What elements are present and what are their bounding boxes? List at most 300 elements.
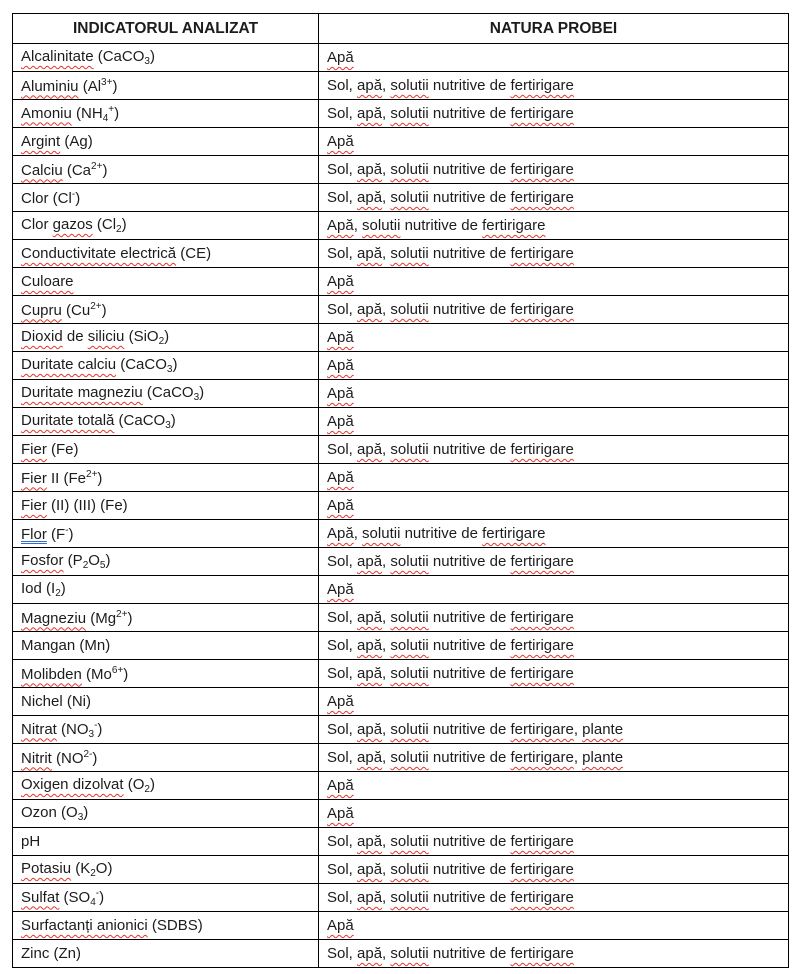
misspelled-word: fertirigare xyxy=(510,105,574,122)
natura-cell[interactable] xyxy=(319,352,789,380)
natura-cell[interactable] xyxy=(319,268,789,296)
text-segment: (Al xyxy=(78,77,102,95)
text-segment: , xyxy=(382,301,391,318)
misspelled-word: Cupru xyxy=(21,301,62,319)
text-segment: (Fe) xyxy=(46,441,79,458)
text-segment: Sol, xyxy=(327,749,358,766)
natura-cell[interactable] xyxy=(319,408,789,436)
natura-cell[interactable] xyxy=(319,72,789,100)
text-segment: ) xyxy=(114,104,120,122)
table-row xyxy=(13,576,789,604)
natura-cell[interactable] xyxy=(319,548,789,576)
table-row xyxy=(13,800,789,828)
text-segment: Sol, xyxy=(327,609,358,626)
misspelled-word: apă xyxy=(357,77,383,94)
natura-cell[interactable] xyxy=(319,380,789,408)
misspelled-word: fertirigare xyxy=(510,721,574,738)
misspelled-word: Apă xyxy=(327,413,354,430)
text-segment: Sol, xyxy=(327,665,358,682)
table-row xyxy=(13,660,789,688)
superscript: 2- xyxy=(83,748,93,760)
misspelled-word: apă xyxy=(357,945,383,962)
natura-cell[interactable] xyxy=(319,100,789,128)
natura-cell[interactable] xyxy=(319,576,789,604)
text-segment: , xyxy=(382,553,391,570)
text-segment: (Ag) xyxy=(60,133,93,150)
text-segment: II (Fe xyxy=(46,469,87,487)
text-segment: ) xyxy=(170,412,176,429)
misspelled-word: apă xyxy=(357,553,383,570)
table-row xyxy=(13,828,789,856)
misspelled-word: solutii xyxy=(390,609,429,626)
table-row xyxy=(13,268,789,296)
table-row xyxy=(13,912,789,940)
indicator-cell[interactable] xyxy=(13,128,319,156)
text-segment: Sol, xyxy=(327,245,358,262)
text-segment: nutritive de xyxy=(428,889,511,906)
misspelled-word: Alcalinitate xyxy=(21,48,94,65)
misspelled-word: apă xyxy=(357,161,383,178)
indicator-cell[interactable] xyxy=(13,436,319,464)
indicator-cell[interactable] xyxy=(13,352,319,380)
misspelled-word: solutii xyxy=(390,189,429,206)
misspelled-word: Dioxid xyxy=(21,328,63,345)
subscript: 3 xyxy=(166,364,173,375)
text-segment: Zinc (Zn) xyxy=(21,945,81,962)
misspelled-word: fertirigare xyxy=(510,665,574,682)
misspelled-word: solutii xyxy=(362,525,401,542)
table-row xyxy=(13,380,789,408)
text-segment: nutritive de xyxy=(428,553,511,570)
misspelled-word: apă xyxy=(357,245,383,262)
misspelled-word: fertirigare xyxy=(510,301,574,318)
text-segment: nutritive de xyxy=(428,861,511,878)
superscript: - xyxy=(65,524,69,536)
table-row xyxy=(13,296,789,324)
table-row xyxy=(13,688,789,716)
table-row xyxy=(13,72,789,100)
text-segment: Sol, xyxy=(327,441,358,458)
natura-cell[interactable] xyxy=(319,296,789,324)
text-segment: , xyxy=(382,441,391,458)
text-segment: Sol, xyxy=(327,637,358,654)
text-segment: nutritive de xyxy=(428,945,511,962)
indicator-cell[interactable] xyxy=(13,240,319,268)
superscript: 2+ xyxy=(90,300,102,312)
indicator-cell[interactable] xyxy=(13,800,319,828)
text-segment: ) xyxy=(97,469,103,487)
text-segment: Iod (I xyxy=(21,580,56,597)
text-segment: ) xyxy=(149,48,155,65)
text-segment: nutritive de xyxy=(400,525,483,542)
indicator-cell[interactable] xyxy=(13,44,319,72)
misspelled-word: solutii xyxy=(390,721,429,738)
text-segment: de xyxy=(62,328,88,345)
table-row xyxy=(13,324,789,352)
text-segment: , xyxy=(382,105,391,122)
text-segment: nutritive de xyxy=(428,441,511,458)
text-segment: , xyxy=(382,721,391,738)
text-segment: ) xyxy=(164,328,170,345)
indicator-cell[interactable] xyxy=(13,520,319,548)
misspelled-word: Apă xyxy=(327,329,354,346)
text-segment: Sol, xyxy=(327,301,358,318)
misspelled-word: apă xyxy=(357,105,383,122)
misspelled-word: Culoare xyxy=(21,273,74,290)
text-segment: (NH xyxy=(71,104,103,122)
misspelled-word: solutii xyxy=(390,889,429,906)
indicator-cell[interactable] xyxy=(13,464,319,492)
col-header-natura[interactable]: NATURA PROBEI xyxy=(319,14,789,44)
misspelled-word: apă xyxy=(357,889,383,906)
table-row xyxy=(13,492,789,520)
natura-cell[interactable] xyxy=(319,492,789,520)
natura-cell[interactable] xyxy=(319,212,789,240)
text-segment: , xyxy=(573,749,583,766)
subscript: 3 xyxy=(88,728,95,740)
misspelled-word: gazos xyxy=(52,216,93,233)
text-segment: (Mg xyxy=(86,609,117,627)
indicator-cell[interactable] xyxy=(13,576,319,604)
text-segment: , xyxy=(353,217,363,234)
table-row xyxy=(13,100,789,128)
natura-cell[interactable] xyxy=(319,156,789,184)
text-segment: , xyxy=(382,861,391,878)
table-row xyxy=(13,604,789,632)
indicator-cell[interactable] xyxy=(13,156,319,184)
indicator-cell[interactable] xyxy=(13,100,319,128)
misspelled-word: Nitrat xyxy=(21,720,57,738)
misspelled-word: solutii xyxy=(390,749,429,766)
text-segment: ) xyxy=(102,161,108,179)
natura-cell[interactable] xyxy=(319,856,789,884)
text-segment: Ozon (O xyxy=(21,804,78,821)
text-segment: O xyxy=(88,552,100,569)
indicator-cell[interactable] xyxy=(13,184,319,212)
misspelled-word: Apă xyxy=(327,273,354,290)
subscript: 5 xyxy=(99,560,106,571)
indicator-cell[interactable] xyxy=(13,492,319,520)
text-segment: Sol, xyxy=(327,721,358,738)
text-segment: ) xyxy=(121,216,127,233)
misspelled-word: apă xyxy=(357,301,383,318)
natura-cell[interactable] xyxy=(319,436,789,464)
misspelled-word: Fier xyxy=(21,441,47,458)
text-segment: (NO xyxy=(56,720,89,738)
natura-cell[interactable] xyxy=(319,828,789,856)
text-segment: ) xyxy=(172,356,178,373)
misspelled-word: Conductivitate electrică xyxy=(21,245,177,262)
text-segment: Sol, xyxy=(327,861,358,878)
misspelled-word: solutii xyxy=(390,301,429,318)
grammar-flagged-word: Flor xyxy=(21,525,47,543)
misspelled-word: Apă xyxy=(327,917,354,934)
natura-cell[interactable] xyxy=(319,940,789,968)
misspelled-word: Apă xyxy=(327,49,354,66)
indicator-cell[interactable] xyxy=(13,604,319,632)
superscript: 6+ xyxy=(111,664,124,676)
table-row xyxy=(13,716,789,744)
natura-cell[interactable] xyxy=(319,520,789,548)
text-segment: Sol, xyxy=(327,161,358,178)
table-row xyxy=(13,184,789,212)
misspelled-word: apă xyxy=(357,833,383,850)
misspelled-word: Apă xyxy=(327,525,354,542)
misspelled-word: Apă xyxy=(327,777,354,794)
text-segment: nutritive de xyxy=(428,665,511,682)
misspelled-word: Fier xyxy=(21,497,47,514)
table-row xyxy=(13,548,789,576)
natura-cell[interactable] xyxy=(319,660,789,688)
text-segment: nutritive de xyxy=(428,833,511,850)
misspelled-word: solutii xyxy=(390,77,429,94)
superscript: 2+ xyxy=(86,468,98,480)
table-row xyxy=(13,352,789,380)
text-segment: (SiO xyxy=(124,328,159,345)
indicator-cell[interactable] xyxy=(13,268,319,296)
text-segment: Sol, xyxy=(327,889,358,906)
superscript: 3+ xyxy=(101,76,113,88)
misspelled-word: fertirigare xyxy=(510,161,574,178)
text-segment: , xyxy=(382,665,391,682)
misspelled-word: siliciu xyxy=(87,328,125,345)
text-segment: (CaCO xyxy=(93,48,145,65)
natura-cell[interactable] xyxy=(319,688,789,716)
natura-cell[interactable] xyxy=(319,324,789,352)
subscript: 2 xyxy=(116,224,122,235)
text-segment: ) xyxy=(75,189,81,207)
text-segment: (O xyxy=(123,776,145,793)
text-segment: ) xyxy=(68,525,74,543)
indicator-cell[interactable] xyxy=(13,912,319,940)
superscript: 2+ xyxy=(91,160,103,172)
text-segment: (K xyxy=(71,860,91,877)
misspelled-word: apă xyxy=(357,441,383,458)
text-segment: nutritive de xyxy=(428,637,511,654)
misspelled-word: Apă xyxy=(327,497,354,514)
natura-cell[interactable] xyxy=(319,184,789,212)
misspelled-word: fertirigare xyxy=(510,77,574,94)
text-segment: nutritive de xyxy=(428,105,511,122)
text-segment: nutritive de xyxy=(428,245,511,262)
text-segment: Sol, xyxy=(327,189,358,206)
text-segment: ) xyxy=(105,552,111,569)
text-segment: ) xyxy=(112,77,118,95)
indicator-cell[interactable] xyxy=(13,632,319,660)
text-segment: Sol, xyxy=(327,553,358,570)
text-segment: ) xyxy=(123,665,129,683)
text-segment: ) xyxy=(83,804,89,821)
misspelled-word: plante xyxy=(582,749,624,766)
text-segment: (CaCO xyxy=(142,384,194,401)
text-segment: Sol, xyxy=(327,945,358,962)
text-segment: (Cu xyxy=(61,301,91,319)
text-segment: , xyxy=(353,525,363,542)
text-segment: ) xyxy=(60,580,66,597)
natura-cell[interactable] xyxy=(319,772,789,800)
misspelled-word: Apă xyxy=(327,357,354,374)
misspelled-word: Fier xyxy=(21,469,47,487)
subscript: 3 xyxy=(77,812,84,823)
table-row xyxy=(13,128,789,156)
misspelled-word: apă xyxy=(357,861,383,878)
indicator-cell[interactable] xyxy=(13,72,319,100)
table-row xyxy=(13,940,789,968)
text-segment: nutritive de xyxy=(428,721,511,738)
misspelled-word: fertirigare xyxy=(510,749,574,766)
col-header-indicator[interactable]: INDICATORUL ANALIZAT xyxy=(13,14,319,44)
table-row xyxy=(13,212,789,240)
natura-cell[interactable] xyxy=(319,44,789,72)
misspelled-word: fertirigare xyxy=(510,553,574,570)
indicator-cell[interactable] xyxy=(13,772,319,800)
misspelled-word: apă xyxy=(357,749,383,766)
text-segment: (SO xyxy=(59,888,91,906)
misspelled-word: Molibden xyxy=(21,665,82,683)
text-segment: ) xyxy=(97,720,103,738)
table-row xyxy=(13,772,789,800)
natura-cell[interactable] xyxy=(319,716,789,744)
natura-cell[interactable] xyxy=(319,744,789,772)
indicator-cell[interactable] xyxy=(13,884,319,912)
text-segment: nutritive de xyxy=(428,609,511,626)
misspelled-word: solutii xyxy=(390,861,429,878)
text-segment: O) xyxy=(95,860,113,877)
text-segment: (CE) xyxy=(176,245,212,262)
misspelled-word: apă xyxy=(357,609,383,626)
text-segment: , xyxy=(382,749,391,766)
misspelled-word: apă xyxy=(357,721,383,738)
misspelled-word: solutii xyxy=(390,665,429,682)
text-segment: Sol, xyxy=(327,105,358,122)
indicator-cell[interactable] xyxy=(13,548,319,576)
misspelled-word: solutii xyxy=(390,637,429,654)
indicator-cell[interactable] xyxy=(13,380,319,408)
misspelled-word: Potasiu xyxy=(21,860,72,877)
natura-cell[interactable] xyxy=(319,464,789,492)
misspelled-word: Duritate magneziu xyxy=(21,384,143,401)
text-segment: (II) (III) (Fe) xyxy=(46,497,128,514)
subscript: 4 xyxy=(90,896,96,908)
indicator-cell[interactable] xyxy=(13,744,319,772)
table-row xyxy=(13,884,789,912)
text-segment: , xyxy=(382,833,391,850)
misspelled-word: Aluminiu xyxy=(21,77,79,95)
text-segment: , xyxy=(382,609,391,626)
text-segment: (F xyxy=(46,525,66,543)
misspelled-word: solutii xyxy=(362,217,401,234)
text-segment: , xyxy=(573,721,583,738)
table-row xyxy=(13,520,789,548)
indicator-cell[interactable] xyxy=(13,296,319,324)
indicator-cell[interactable] xyxy=(13,212,319,240)
text-segment: (CaCO xyxy=(116,356,167,373)
indicator-cell[interactable] xyxy=(13,856,319,884)
misspelled-word: fertirigare xyxy=(482,217,546,234)
table-row xyxy=(13,436,789,464)
misspelled-word: apă xyxy=(357,189,383,206)
misspelled-word: Oxigen dizolvat xyxy=(21,776,124,793)
misspelled-word: fertirigare xyxy=(510,609,574,626)
subscript: 4 xyxy=(102,112,109,124)
table-row xyxy=(13,856,789,884)
misspelled-word: Calciu xyxy=(21,161,63,179)
misspelled-word: Apă xyxy=(327,385,354,402)
text-segment: , xyxy=(382,889,391,906)
indicator-cell[interactable] xyxy=(13,408,319,436)
misspelled-word: Amoniu xyxy=(21,104,72,122)
misspelled-word: solutii xyxy=(390,105,429,122)
indicator-cell[interactable] xyxy=(13,688,319,716)
misspelled-word: fertirigare xyxy=(510,889,574,906)
natura-cell[interactable] xyxy=(319,800,789,828)
misspelled-word: Duritate totală xyxy=(21,412,115,429)
text-segment: Clor (Cl xyxy=(21,189,72,207)
text-segment: Mangan (Mn) xyxy=(21,637,111,654)
text-segment: ) xyxy=(149,776,155,793)
text-segment: Sol, xyxy=(327,833,358,850)
text-segment: nutritive de xyxy=(428,189,511,206)
text-segment: (NO xyxy=(51,749,84,767)
natura-cell[interactable] xyxy=(319,604,789,632)
text-segment: , xyxy=(382,77,391,94)
indicator-cell[interactable] xyxy=(13,940,319,968)
misspelled-word: solutii xyxy=(390,833,429,850)
misspelled-word: apă xyxy=(357,665,383,682)
misspelled-word: solutii xyxy=(390,553,429,570)
text-segment: nutritive de xyxy=(428,77,511,94)
text-segment: Sol, xyxy=(327,77,358,94)
subscript: 2 xyxy=(82,560,89,571)
misspelled-word: apă xyxy=(357,637,383,654)
text-segment: , xyxy=(382,161,391,178)
natura-cell[interactable] xyxy=(319,240,789,268)
natura-cell[interactable] xyxy=(319,632,789,660)
misspelled-word: fertirigare xyxy=(482,525,546,542)
indicator-cell[interactable] xyxy=(13,716,319,744)
natura-cell[interactable] xyxy=(319,128,789,156)
misspelled-word: fertirigare xyxy=(510,189,574,206)
indicator-cell[interactable] xyxy=(13,324,319,352)
misspelled-word: Apă xyxy=(327,805,354,822)
misspelled-word: fertirigare xyxy=(510,861,574,878)
misspelled-word: Surfactanți anionici xyxy=(21,917,148,934)
text-segment: (Cl xyxy=(92,216,117,233)
subscript: 2 xyxy=(55,588,61,599)
text-segment: Nichel (Ni) xyxy=(21,693,92,710)
indicator-cell[interactable] xyxy=(13,828,319,856)
table-row xyxy=(13,632,789,660)
misspelled-word: Apă xyxy=(327,217,354,234)
subscript: 3 xyxy=(165,420,171,431)
misspelled-word: fertirigare xyxy=(510,637,574,654)
text-segment: nutritive de xyxy=(400,217,483,234)
natura-cell[interactable] xyxy=(319,912,789,940)
misspelled-word: Fosfor xyxy=(21,552,64,569)
natura-cell[interactable] xyxy=(319,884,789,912)
text-segment: , xyxy=(382,637,391,654)
misspelled-word: fertirigare xyxy=(510,245,574,262)
misspelled-word: solutii xyxy=(390,441,429,458)
text-segment: (P xyxy=(63,552,83,569)
misspelled-word: plante xyxy=(582,721,624,738)
text-segment: nutritive de xyxy=(428,161,511,178)
misspelled-word: Nitrit xyxy=(21,749,52,767)
subscript: 2 xyxy=(144,784,150,795)
indicator-cell[interactable] xyxy=(13,660,319,688)
subscript: 2 xyxy=(158,336,165,347)
text-segment: , xyxy=(382,245,391,262)
